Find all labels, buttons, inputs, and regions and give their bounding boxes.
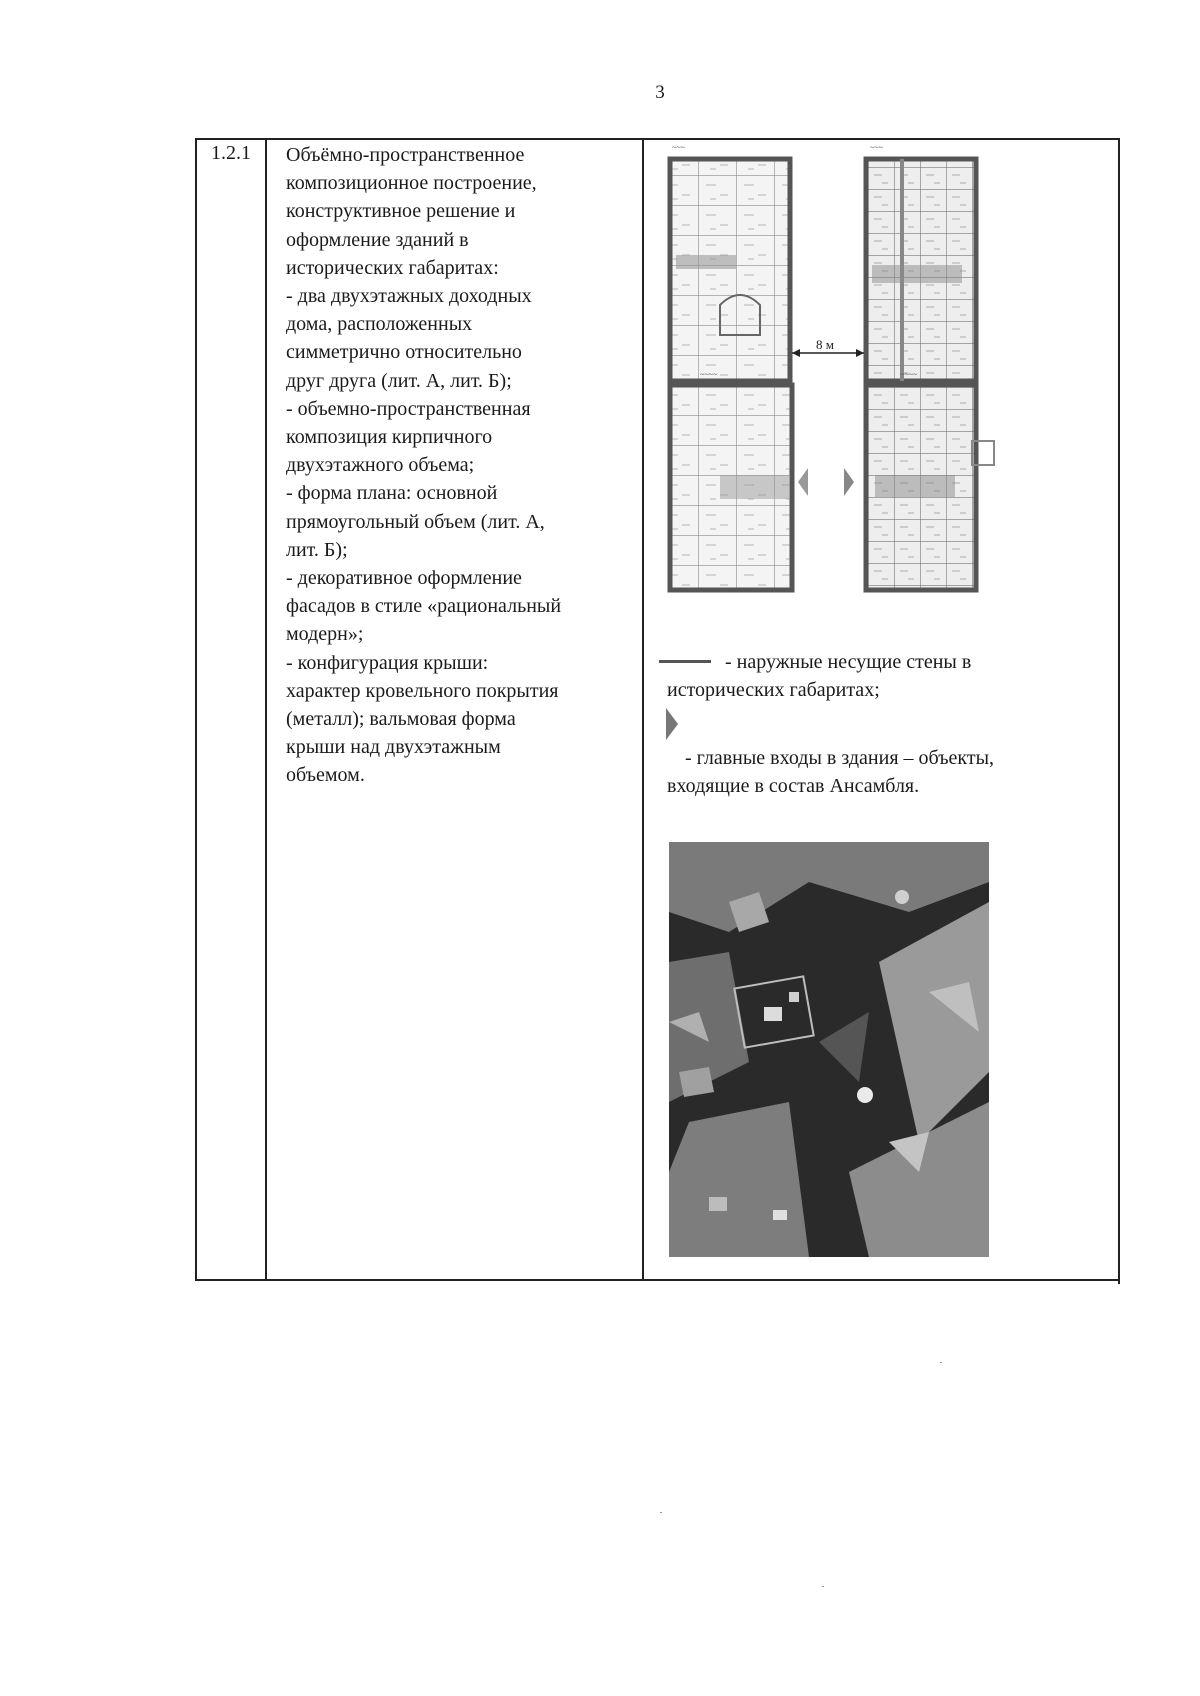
legend-entrances-line2: входящие в состав Ансамбля. [667, 775, 920, 797]
legend [667, 648, 1097, 800]
row-description [286, 141, 626, 790]
desc-line: характер кровельного покрытия [286, 679, 559, 702]
legend-walls-line1: - наружные несущие стены в [725, 651, 972, 673]
legend-entrances-line1: - главные входы в здания – объекты, [685, 747, 995, 769]
aerial-photo [669, 842, 989, 1257]
desc-line: конструктивное решение и [286, 200, 516, 223]
desc-line: - форма плана: основной [286, 482, 498, 505]
desc-line: симметрично относительно [286, 341, 522, 364]
desc-line: композиция кирпичного [286, 426, 493, 449]
legend-walls-line2: исторических габаритах; [667, 679, 880, 701]
desc-line: исторических габаритах: [286, 256, 499, 279]
distance-marker [792, 337, 864, 357]
desc-line: (металл); вальмовая форма [286, 708, 516, 731]
desc-line: объемом. [286, 764, 365, 787]
entrance-triangle-icon [665, 704, 679, 744]
desc-line: друг друга (лит. А, лит. Б); [286, 369, 512, 392]
desc-line: лит. Б); [286, 538, 348, 561]
row-id: 1.2.1 [211, 142, 251, 164]
desc-line: - конфигурация крыши: [286, 651, 489, 674]
plan-lit-b-top [670, 145, 790, 381]
desc-line: двухэтажного объема; [286, 454, 475, 477]
wall-line-icon [659, 660, 711, 663]
desc-line: оформление зданий в [286, 228, 469, 251]
desc-line: Объёмно-пространственное [286, 144, 525, 166]
desc-line: - декоративное оформление [286, 567, 522, 590]
plan-lit-a-top [866, 145, 976, 381]
legend-entrances [667, 718, 1097, 800]
entrance-arrow-right [844, 468, 854, 496]
svg-text:~~~~: ~~~~ [700, 370, 718, 379]
floor-plans-figure [660, 145, 1010, 645]
desc-line: - два двухэтажных доходных [286, 285, 532, 308]
desc-line: фасадов в стиле «рациональный [286, 595, 562, 618]
svg-text:~~~~: ~~~~ [900, 370, 918, 379]
desc-line: крыши над двухэтажным [286, 736, 501, 759]
desc-line: композиционное построение, [286, 172, 537, 195]
page-number: 3 [655, 82, 665, 103]
legend-walls [667, 648, 1097, 704]
desc-line: дома, расположенных [286, 313, 473, 336]
svg-text:~~~: ~~~ [870, 145, 883, 152]
svg-text:~~~: ~~~ [672, 145, 685, 152]
plan-lit-a-bottom [866, 370, 994, 590]
plan-lit-b-bottom [670, 370, 792, 590]
desc-line: прямоугольный объем (лит. А, [286, 510, 545, 533]
distance-label: 8 м [816, 337, 834, 352]
entrance-arrow-left [798, 468, 808, 496]
desc-line: модерн»; [286, 623, 364, 646]
desc-line: - объемно-пространственная [286, 397, 531, 420]
